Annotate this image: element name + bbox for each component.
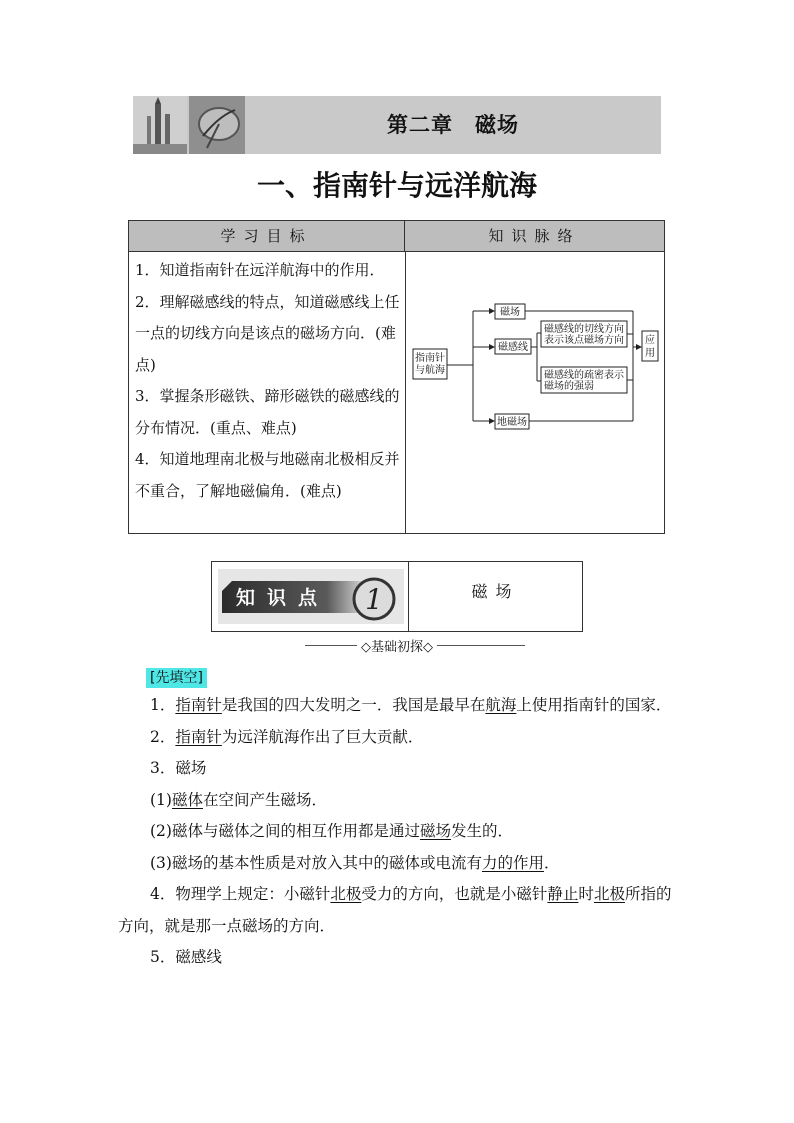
chapter-banner [133, 96, 661, 154]
content-paragraph-6 [118, 848, 684, 880]
content-paragraph-1 [118, 690, 684, 722]
para-text: (2)磁体与磁体之间的相互作用都是通过 [150, 822, 420, 840]
para-text: 所指的方向，就是那一点磁场的方向． [118, 885, 672, 935]
diagram-detail-2-line1: 磁感线的疏密表示 [544, 370, 624, 381]
para-text: ． [543, 853, 560, 872]
blank-answer: 磁体 [171, 790, 203, 809]
content-paragraph-7 [118, 879, 684, 942]
section-label-text: ◇基础初探◇ [357, 640, 437, 655]
objectives-table [128, 220, 665, 534]
knowledge-map-diagram [407, 261, 664, 531]
content-heading-field-lines: 5．磁感线 [150, 948, 222, 966]
knowledge-point-badge [218, 569, 404, 624]
para-number: 1． [150, 696, 176, 714]
diagram-application-line2: 用 [645, 348, 655, 359]
blank-answer: 静止 [547, 885, 579, 903]
diagram-application-line1: 应 [645, 335, 655, 346]
content-paragraph-5 [118, 816, 684, 848]
diagram-node-magnetic-field-label: 磁场 [500, 307, 520, 318]
chapter-number: 第二章 [387, 112, 453, 137]
diagram-detail-2-line2: 磁场的强弱 [544, 381, 594, 392]
satellite-dish-image [189, 96, 245, 154]
content-paragraph-4 [118, 785, 684, 817]
para-number: (1) [150, 790, 172, 809]
knowledge-point-topic: 磁场 [471, 582, 520, 601]
rocket-launch-image [133, 96, 187, 154]
blank-answer: 指南针 [175, 696, 222, 714]
objective-item: 1．知道指南针在远洋航海中的作用． [135, 261, 385, 279]
knowledge-point-number: 1 [365, 583, 383, 616]
para-text: 是我国的四大发明之一．我国是最早在 [221, 696, 486, 714]
section-label [0, 636, 794, 655]
para-text: 上使用指南针的国家． [516, 696, 672, 714]
para-text: 为远洋航海作出了巨大贡献． [221, 727, 424, 746]
lesson-title: 一、指南针与远洋航海 [256, 169, 537, 202]
content-paragraph-2 [118, 722, 684, 754]
para-number: 2． [150, 727, 176, 746]
content-body [118, 690, 684, 974]
para-text: 发生的． [450, 822, 513, 840]
para-text: 受力的方向，也就是小磁针 [361, 885, 548, 903]
diagram-node-earth-field-label: 地磁场 [497, 417, 527, 428]
diagram-detail-1-line1: 磁感线的切线方向 [544, 324, 624, 335]
knowledge-point-box [211, 561, 583, 632]
chapter-title [245, 96, 661, 154]
objectives-list [135, 255, 401, 507]
learning-goals-header: 学习目标 [129, 221, 405, 252]
para-text: 在空间产生磁场． [202, 790, 327, 809]
chapter-name: 磁场 [475, 112, 519, 137]
blank-answer: 北极 [330, 885, 362, 903]
blank-answer: 北极 [593, 885, 625, 903]
blank-answer: 航海 [485, 696, 517, 714]
para-text: 4．物理学上规定：小磁针 [150, 885, 331, 903]
para-text: (3)磁场的基本性质是对放入其中的磁体或电流有 [150, 853, 482, 872]
objective-item: 3．掌握条形磁铁、蹄形磁铁的磁感线的分布情况．(重点、难点) [135, 387, 400, 437]
objective-item: 4．知道地理南北极与地磁南北极相反并不重合，了解地磁偏角．(难点) [135, 450, 400, 500]
knowledge-map-header: 知识脉络 [405, 221, 664, 252]
para-text: 时 [578, 885, 594, 903]
diagram-root-line2: 与航海 [415, 365, 445, 376]
knowledge-point-label: 知识点 [236, 587, 330, 609]
diagram-node-field-lines-label: 磁感线 [498, 342, 528, 353]
blank-answer: 指南针 [175, 727, 222, 746]
fill-in-tag: [先填空] [146, 668, 207, 688]
blank-answer: 磁场 [419, 822, 451, 840]
objective-item: 2．理解磁感线的特点，知道磁感线上任一点的切线方向是该点的磁场方向．(难点) [135, 292, 400, 374]
diagram-detail-1-line2: 表示该点磁场方向 [544, 335, 624, 346]
column-divider [405, 252, 406, 533]
diagram-root-line1: 指南针 [415, 353, 445, 364]
content-heading-magnetic-field: 3．磁场 [150, 759, 207, 777]
blank-answer: 力的作用 [481, 853, 544, 872]
